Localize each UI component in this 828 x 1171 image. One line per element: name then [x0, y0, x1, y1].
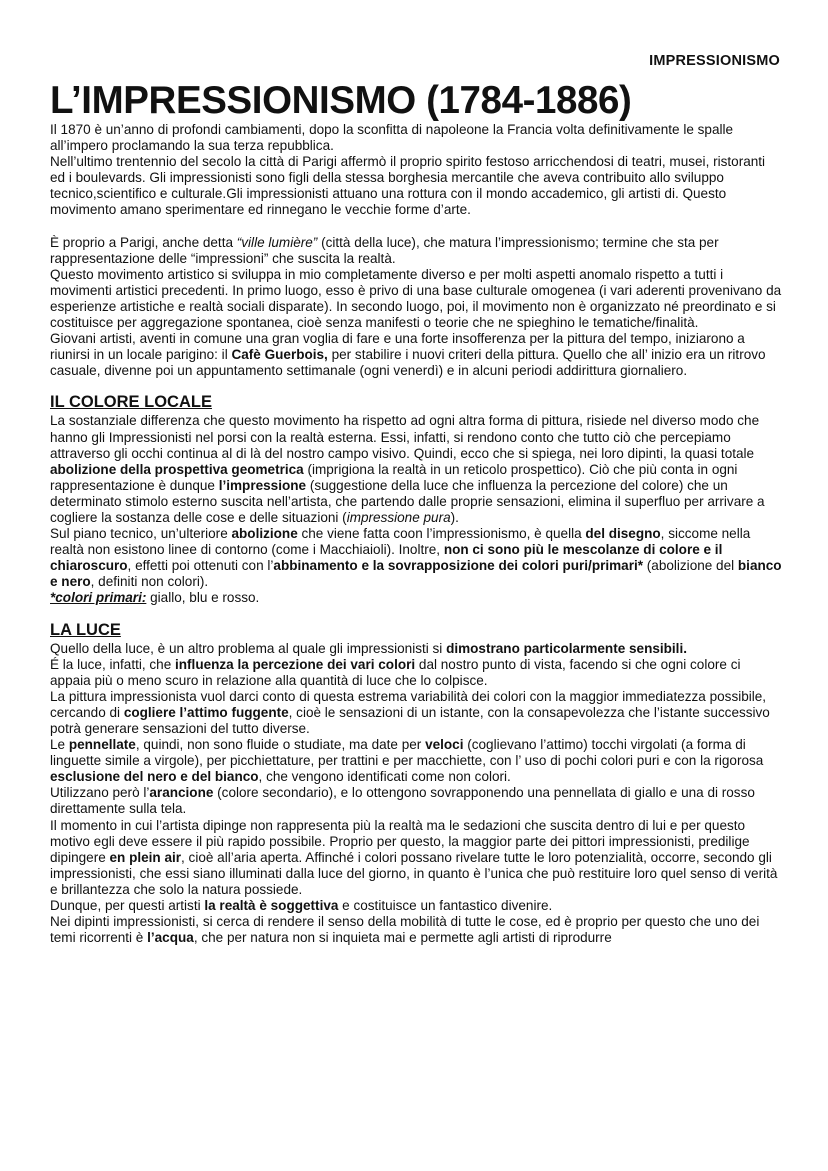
paragraph: La sostanziale differenza che questo movimento ha rispetto ad ogni altra forma di pittura, risiede nel diverso modo che hanno gli Impressionisti nel porsi con la realtà esterna. Essi, infatti, si rendono conto che tutto ciò che percepiamo attraverso gli occhi continua al di là del nostro campo visivo. Quindi, ecco che si spiega, nei loro dipinti, la quasi totale abolizione della prospettiva geometrica (imprigiona la realtà in un reticolo prospettico). Ciò che più conta in ogni rappresentazione è dunque l’impressione (suggestione della luce che influenza la percezione del colore) che un determinato stimolo esterno suscita nell’artista, che partendo dalle proprie sensazioni, elimina il superfluo per arrivare a cogliere la sostanza delle cose e delle situazioni (impressione pura).: [50, 413, 765, 525]
paragraph: È proprio a Parigi, anche detta “ville lumière” (città della luce), che matura l’impressionismo; termine che sta per rappresentazione delle “impressioni” che suscita la realtà.: [50, 234, 719, 266]
document-body: [50, 122, 782, 946]
bold-text: Cafè Guerbois,: [231, 347, 328, 363]
paragraph: Il momento in cui l’artista dipinge non rappresenta più la realtà ma le sedazioni che suscita dentro di lui e per questo motivo egli deve essere il più rapido possibile. Proprio per questo, la maggior parte dei pittori impressionisti, predilige dipingere en plein air, cioè all’aria aperta. Affinché i colori possano rivelare tutte le loro potenzialità, occorre, secondo gli impressionisti, che essi siano illuminati dalla luce del giorno, in quanto è l’unica che può restituire loro quel senso di verità e brillantezza che solo la natura possiede.: [50, 817, 778, 897]
paragraph: Nei dipinti impressionisti, si cerca di rendere il senso della mobilità di tutte le cose, ed è proprio per questo che uno dei temi ricorrenti è l’acqua, che per natura non si inquieta mai e permette agli artisti di riprodurre: [50, 914, 760, 946]
page-header-label: IMPRESSIONISMO: [649, 53, 780, 69]
emphasis-text: “ville lumière”: [236, 234, 318, 250]
footnote: *colori primari: giallo, blu e rosso.: [50, 590, 260, 606]
paragraph: Le pennellate, quindi, non sono fluide o studiate, ma date per veloci (coglievano l’attimo) tocchi virgolati (a forma di linguette simile a virgole), per picchiettature, per trattini e per macchiette, con l’ uso di pochi colori puri e con la rigorosa esclusione del nero e del bianco, che vengono identificati come non colori.: [50, 737, 764, 785]
page-title: L’IMPRESSIONISMO (1784-1886): [50, 79, 632, 122]
paragraph: Quello della luce, è un altro problema al quale gli impressionisti si dimostrano particolarmente sensibili.: [50, 640, 687, 656]
paragraph: Giovani artisti, aventi in comune una gran voglia di fare e una forte insofferenza per la pittura del tempo, iniziarono a riunirsi in un locale parigino: il Cafè Guerbois, per stabilire i nuovi criteri della pittura. Quello che all’ inizio era un ritrovo casuale, divenne poi un appuntamento settimanale (ogni venerdì) e in alcuni periodi addirittura giornaliero.: [50, 331, 766, 379]
paragraph: Il 1870 è un’anno di profondi cambiamenti, dopo la sconfitta di napoleone la Francia volta definitivamente le spalle all’impero proclamando la sua terza repubblica.: [50, 122, 734, 154]
paragraph: Nell’ultimo trentennio del secolo la città di Parigi affermò il proprio spirito festoso arricchendosi di teatri, musei, ristoranti ed i boulevards. Gli impressionisti sono figli della stessa borghesia mercantile che aveva contribuito allo sviluppo tecnico,scientifico e culturale.Gli impressionisti attuano una rottura con il mondo accademico, gli artisti di. Questo movimento amano sperimentare ed rinnegano le vecchie forme d’arte.: [50, 154, 766, 218]
paragraph: Questo movimento artistico si sviluppa in mio completamente diverso e per molti aspetti anomalo rispetto a tutti i movimenti artistici precedenti. In primo luogo, esso è privo di una base culturale omogenea (i vari aderenti provenivano da esperienze artistiche e realtà sociali disparate). In secondo luogo, poi, il movimento non è organizzato né preordinato e si costituisce per aggregazione spontanea, cioè senza manifesti o teorie che ne spieghino le tematiche/finalità.: [50, 266, 782, 331]
footnote-label: *colori primari:: [50, 590, 147, 606]
section-heading-colore-locale: IL COLORE LOCALE: [50, 393, 212, 412]
section-heading-la-luce: LA LUCE: [50, 620, 121, 639]
paragraph: Dunque, per questi artisti la realtà è soggettiva e costituisce un fantastico divenire.: [50, 898, 553, 914]
paragraph: É la luce, infatti, che influenza la percezione dei vari colori dal nostro punto di vista, facendo si che ogni colore ci appaia più o meno scuro in relazione alla quantità di luce che lo colpisce.: [50, 656, 741, 688]
paragraph: Utilizzano però l’arancione (colore secondario), e lo ottengono sovrapponendo una pennellata di giallo e una di rosso direttamente sulla tela.: [50, 785, 755, 817]
paragraph: Sul piano tecnico, un’ulteriore abolizione che viene fatta coon l’impressionismo, è quella del disegno, siccome nella realtà non esistono linee di contorno (come i Macchiaioli). Inoltre, non ci sono più le mescolanze di colore e il chiaroscuro, effetti poi ottenuti con l’abbinamento e la sovrapposizione dei colori puri/primari* (abolizione del bianco e nero, definiti non colori).: [50, 526, 782, 590]
paragraph: La pittura impressionista vuol darci conto di questa estrema variabilità dei colori con la maggior immediatezza possibile, cercando di cogliere l’attimo fuggente, cioè le sensazioni di un istante, con la consapevolezza che l’istante successivo potrà generare sensazioni del tutto diverse.: [50, 688, 770, 736]
